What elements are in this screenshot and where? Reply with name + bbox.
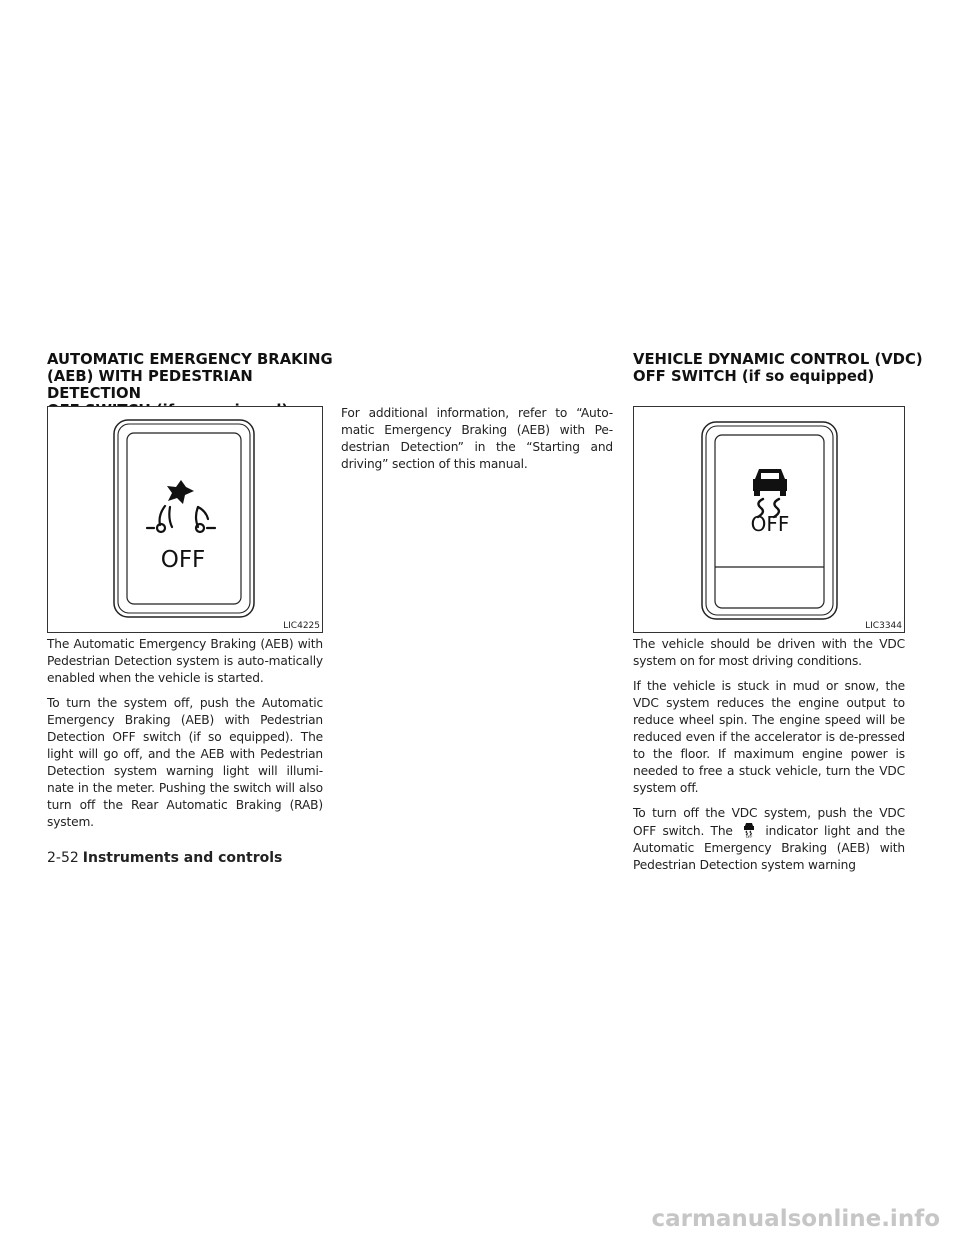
aeb-reference-paragraph: For additional information, refer to “Auto-matic Emergency Braking (AEB) with Pe-destrian Detection” in the “Starting and driving” section of this manual. [341,406,613,471]
aeb-continued-text [341,405,613,481]
vdc-paragraph-2: If the vehicle is stuck in mud or snow, the VDC system reduces the engine output to reduce wheel spin. The engine speed will be reduced even if the accelerator is de-pressed to the floor. If maximum engine power is needed to free a stuck vehicle, turn the VDC system off. [633,679,905,795]
aeb-switch-off-label: OFF [160,547,206,573]
vdc-heading-line-1: VEHICLE DYNAMIC CONTROL (VDC) [633,351,923,368]
aeb-off-switch-illustration [48,407,322,632]
vdc-figure-code: LIC3344 [865,621,902,631]
aeb-heading-line-2: (AEB) WITH PEDESTRIAN DETECTION [47,368,253,402]
aeb-switch-figure [47,406,323,633]
aeb-heading-line-1: AUTOMATIC EMERGENCY BRAKING [47,351,333,368]
vdc-skid-car-icon [753,469,787,517]
aeb-paragraph-1: The Automatic Emergency Braking (AEB) with Pedestrian Detection system is auto-matically enabled when the vehicle is started. [47,637,323,685]
vdc-paragraph-3 [633,805,905,874]
vdc-switch-figure [633,406,905,633]
aeb-collision-icon [147,480,215,532]
vdc-off-indicator-icon [741,822,757,838]
page-footer [47,849,282,867]
aeb-body-text [47,636,323,839]
aeb-figure-code: LIC4225 [283,621,320,631]
vdc-off-indicator-label: OFF [745,835,753,838]
page-number: 2-52 [47,850,79,866]
vdc-paragraph-3-end: indicator light and the Automatic Emergency Braking (AEB) with Pedestrian Detection system warning [633,824,905,872]
vdc-body-text [633,636,905,882]
vdc-off-switch-illustration [634,407,904,632]
vdc-section-heading [633,351,923,385]
footer-section-title: Instruments and controls [82,850,283,866]
vdc-paragraph-1: The vehicle should be driven with the VDC system on for most driving conditions. [633,637,905,668]
aeb-paragraph-2: To turn the system off, push the Automatic Emergency Braking (AEB) with Pedestrian Detection OFF switch (if so equipped). The light will go off, and the AEB with Pedestrian Detection system warning light will illumi-nate in the meter. Pushing the switch will also turn off the Rear Automatic Braking (RAB) system. [47,696,323,829]
vdc-paragraph-3-start: To turn off the VDC system, push the VDC OFF switch. The [633,806,905,838]
vdc-switch-off-label: OFF [750,512,790,536]
site-watermark: carmanualsonline.info [651,1206,940,1232]
vdc-heading-line-2: OFF SWITCH (if so equipped) [633,368,875,385]
